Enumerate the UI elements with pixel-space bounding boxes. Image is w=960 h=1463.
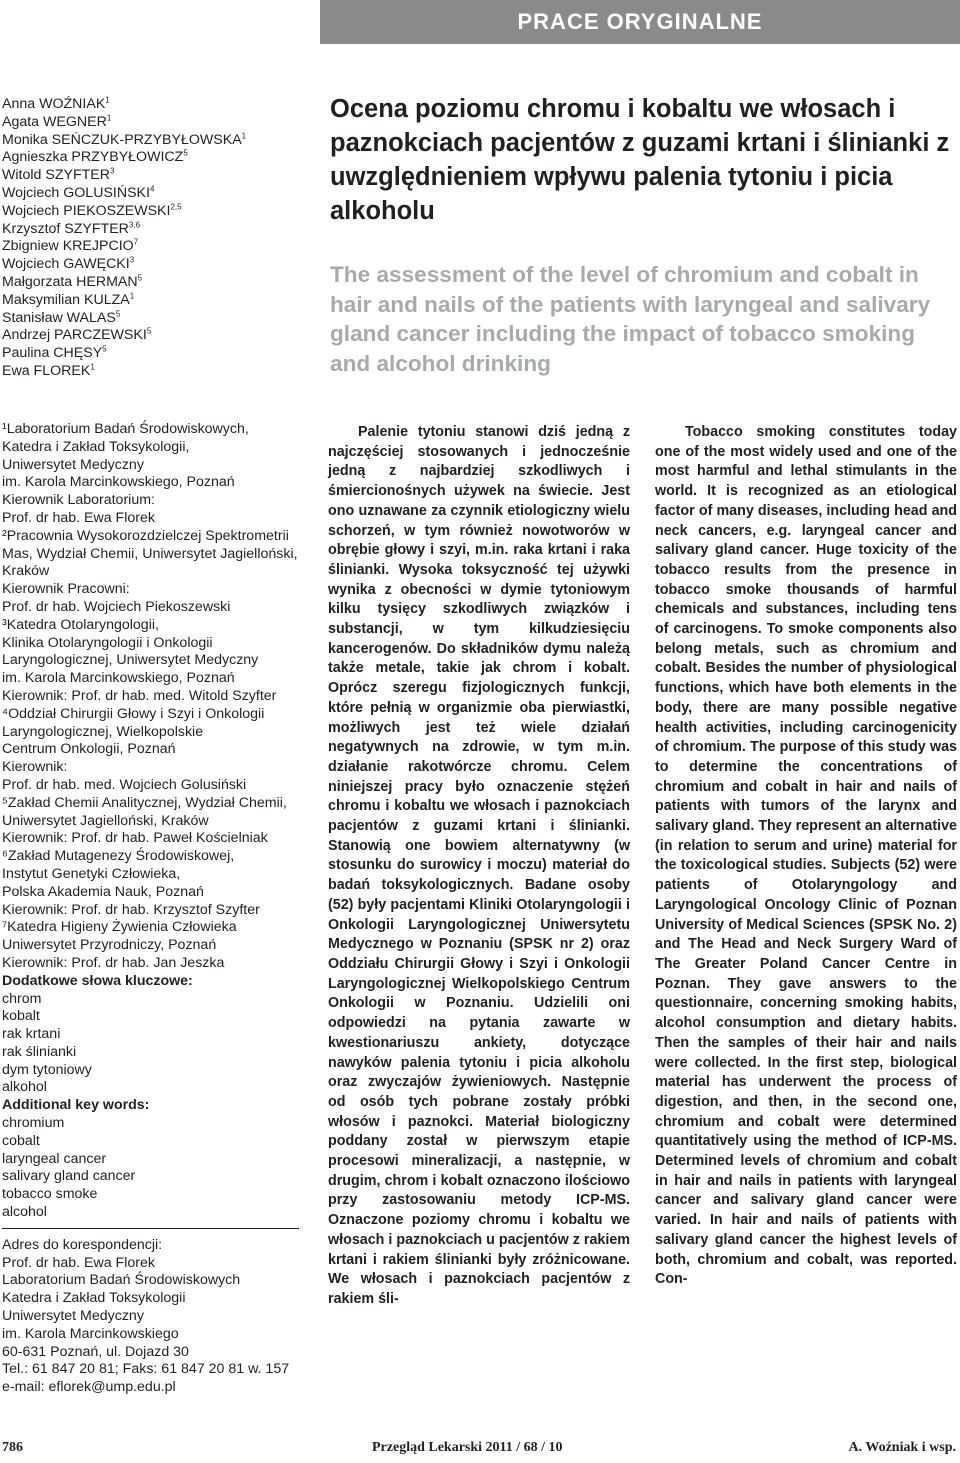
author: Zbigniew KREJPCIO$^7$: [2, 237, 139, 255]
author: Agata WEGNER$^1$: [2, 113, 112, 130]
affiliation-line: ⁵Zakład Chemii Analitycznej, Wydział Chemii,: [2, 794, 287, 811]
author: Małgorzata HERMAN$^5$: [2, 273, 143, 290]
author: Maksymilian KULZA$^1$: [2, 291, 135, 308]
author: Wojciech PIEKOSZEWSKI$^{2,5}$: [2, 202, 182, 219]
affiliation-line: ¹Laboratorium Badań Środowiskowych,: [2, 421, 249, 437]
affiliation-line: Kierownik Pracowni:: [2, 581, 130, 598]
article-title-english: The assessment of the level of chromium and cobalt in hair and nails of the patients with laryngeal and salivary gland cancer including the impact of tobacco smoking and alcohol drinking: [330, 262, 931, 376]
author: Andrzej PARCZEWSKI$^5$: [2, 326, 152, 344]
correspondence-line: Prof. dr hab. Ewa Florek: [2, 1254, 155, 1271]
keyword: chrom: [2, 990, 42, 1007]
correspondence-line: 60-631 Poznań, ul. Dojazd 30: [2, 1343, 189, 1360]
author: Wojciech GAWĘCKI$^3$: [2, 255, 135, 273]
affiliations-column: [2, 421, 302, 1397]
affiliation-line: Klinika Otolaryngologii i Onkologii: [2, 634, 213, 651]
author: Krzysztof SZYFTER$^{3,6}$: [2, 219, 141, 237]
running-author: A. Woźniak i wsp.: [848, 1440, 956, 1455]
affiliation-line: Laryngologicznej, Wielkopolskie: [2, 723, 204, 740]
author: Anna WOŹNIAK$^1$: [2, 95, 110, 112]
affiliation-line: Katedra i Zakład Toksykologii,: [2, 438, 190, 455]
affiliation-line: Laryngologicznej, Uniwersytet Medyczny: [2, 652, 259, 669]
affiliation-line: ²Pracownia Wysokorozdzielczej Spektrometrii: [2, 527, 289, 544]
keyword: alcohol: [2, 1204, 47, 1221]
keyword: tobacco smoke: [2, 1186, 98, 1203]
abstract-polish: [328, 423, 630, 1310]
affiliation-line: Prof. dr hab. Wojciech Piekoszewski: [2, 598, 231, 615]
keyword: cobalt: [2, 1132, 40, 1149]
author: Ewa FLOREK$^1$: [2, 362, 95, 379]
page-footer: [0, 1440, 960, 1460]
affiliation-line: Kraków: [2, 563, 50, 580]
article-title-polish: Ocena poziomu chromu i kobaltu we włosach i paznokciach pacjentów z guzami krtani i ślinianki z uwzględnieniem wpływu palenia tytoniu i picia alkoholu: [330, 95, 950, 225]
keywords-polish-heading: Dodatkowe słowa kluczowe:: [2, 972, 193, 989]
correspondence-email: e-mail: eflorek@ump.edu.pl: [2, 1379, 176, 1396]
keyword: laryngeal cancer: [2, 1150, 107, 1167]
correspondence-line: Adres do korespondencji:: [2, 1236, 163, 1253]
author: Paulina CHĘSY$^5$: [2, 344, 107, 362]
correspondence-line: Katedra i Zakład Toksykologii: [2, 1290, 186, 1307]
correspondence-line: im. Karola Marcinkowskiego: [2, 1325, 179, 1342]
abstract-polish-text: Palenie tytoniu stanowi dziś jedną z najczęściej stosowanych i jednocześnie jedną z najbardziej szkodliwych i śmiercionośnych używek na świecie. Jest ono uznawane za czynnik etiologiczny wielu schorzeń, w tym również nowotworów w obrębie głowy i szyi, m.in. raka krtani i raka ślinianki. Wysoka toksyczność tej używki wynika z obecności w dymie tytoniowym kilku tysięcy szkodliwych związków i substancji, w tym kilkudziesięciu kancerogenów. Do składników dymu należą także metale, takie jak chrom i kobalt. Oprócz szeregu fizjologicznych funkcji, które pełnią w organizmie oba pierwiastki, możliwych jest też wiele działań negatywnych na zdrowie, w tym m.in. działanie rakotwórcze chromu. Celem niniejszej pracy było oznaczenie stężeń chromu i kobaltu we włosach i paznokciach pacjentów z guzami krtani i ślinianki. Stanowią one bowiem alternatywny (w stosunku do surowicy i moczu) materiał do badań toksykologicznych. Badane osoby (52) były pacjentami Kliniki Otolaryngologii i Onkologii Laryngologicznej Uniwersytetu Medycznego w Poznaniu (SPSK nr 2) oraz Oddziału Chirurgii Głowy i Szyi i Onkologii Laryngologicznej Wielkopolskiego Centrum Onkologii w Poznaniu. Udzielili oni odpowiedzi na pytania zawarte w kwestionariuszu ankiety, dotyczące nawyków palenia tytoniu i picia alkoholu oraz zwyczajów żywieniowych. Następnie od osób tych pobrane zostały próbki włosów i paznokci. Materiał biologiczny poddany został w pierwszym etapie procesowi mineralizacji, a następnie, w drugim, chrom i kobalt oznaczono ilościowo przy zastosowaniu metody ICP-MS. Oznaczone poziomy chromu i kobaltu we włosach i paznokciach u pacjentów z rakiem krtani i rakiem ślinianki były zróżnicowane. We włosach i paznokciach pacjentów z rakiem śli-: [328, 424, 630, 1307]
abstract-english: [655, 423, 957, 1290]
affiliation-line: ⁷Katedra Higieny Żywienia Człowieka: [2, 919, 237, 936]
correspondence-line: Uniwersytet Medyczny: [2, 1308, 144, 1325]
affiliation-line: Kierownik Laboratorium:: [2, 492, 155, 509]
affiliation-line: Mas, Wydział Chemii, Uniwersytet Jagielloński,: [2, 545, 298, 562]
affiliation-line: Kierownik: Prof. dr hab. med. Witold Szyfter: [2, 687, 277, 704]
author-list: [2, 96, 302, 381]
affiliation-line: Uniwersytet Przyrodniczy, Poznań: [2, 937, 217, 954]
keyword: dym tytoniowy: [2, 1061, 92, 1078]
divider: [2, 1228, 299, 1229]
journal-citation: Przegląd Lekarski 2011 / 68 / 10: [372, 1440, 563, 1455]
affiliation-line: ⁴Oddział Chirurgii Głowy i Szyi i Onkologii: [2, 705, 265, 722]
author: Witold SZYFTER$^3$: [2, 166, 115, 184]
affiliation-line: Kierownik: Prof. dr hab. Krzysztof Szyfter: [2, 901, 260, 918]
abstract-english-text: Tobacco smoking constitutes today one of the most widely used and one of the most harmful and lethal stimulants in the world. It is recognized as an etiological factor of many diseases, including head and neck cancers, e.g. laryngeal cancer and salivary gland cancer. Huge toxicity of the tobacco results from the presence in tobacco smoke thousands of harmful chemicals and substances, including tens of carcinogens. To smoke components also belong metals, such as chromium and cobalt. Besides the number of physiological functions, which have both elements in the body, there are many possible negative health activities, including carcinogenicity of chromium. The purpose of this study was to determine the concentrations of chromium and cobalt in hair and nails of patients with tumors of the larynx and salivary gland. They represent an alternative (in relation to serum and urine) material for the toxicological studies. Subjects (52) were patients of Otolaryngology and Laryngological Oncology Clinic of Poznan University of Medical Sciences (SPSK No. 2) and The Head and Neck Surgery Ward of The Greater Poland Cancer Centre in Poznan. They gave answers to the questionnaire, concerning smoking habits, alcohol consumption and dietary habits. Then the samples of their hair and nails were collected. In the first step, biological material has underwent the process of digestion, and then, in the second one, chromium and cobalt were determined quantitatively using the method of ICP-MS. Determined levels of chromium and cobalt in hair and nails in patients with laryngeal cancer and salivary gland cancer were varied. In hair and nails of patients with salivary gland cancer the highest levels of both, chromium and cobalt, was reported. Con-: [655, 424, 957, 1288]
author: Monika SEŃCZUK-PRZYBYŁOWSKA$^1$: [2, 130, 247, 148]
affiliation-line: im. Karola Marcinkowskiego, Poznań: [2, 670, 235, 687]
author: Agnieszka PRZYBYŁOWICZ$^5$: [2, 148, 188, 166]
keyword: rak krtani: [2, 1026, 61, 1043]
affiliation-line: Prof. dr hab. Ewa Florek: [2, 509, 155, 526]
section-label: PRACE ORYGINALNE: [517, 9, 763, 34]
affiliation-line: Instytut Genetyki Człowieka,: [2, 865, 181, 882]
affiliation-line: Kierownik:: [2, 759, 68, 776]
affiliation-line: Prof. dr hab. med. Wojciech Golusiński: [2, 776, 247, 793]
author: Wojciech GOLUSIŃSKI$^4$: [2, 184, 155, 201]
keyword: rak ślinianki: [2, 1043, 77, 1060]
affiliation-line: Uniwersytet Medyczny: [2, 456, 144, 473]
affiliation-line: ⁶Zakład Mutagenezy Środowiskowej,: [2, 848, 235, 865]
affiliation-line: Uniwersytet Jagielloński, Kraków: [2, 812, 209, 829]
affiliation-line: ³Katedra Otolaryngologii,: [2, 616, 159, 633]
affiliation-line: Centrum Onkologii, Poznań: [2, 741, 176, 758]
affiliation-line: Kierownik: Prof. dr hab. Paweł Kościelniak: [2, 830, 268, 847]
affiliation-line: Polska Akademia Nauk, Poznań: [2, 883, 204, 900]
keyword: alkohol: [2, 1079, 47, 1096]
affiliation-line: im. Karola Marcinkowskiego, Poznań: [2, 474, 235, 491]
page-number: 786: [2, 1440, 23, 1455]
correspondence-line: Tel.: 61 847 20 81; Faks: 61 847 20 81 w. 157: [2, 1361, 290, 1378]
keyword: chromium: [2, 1115, 65, 1132]
keyword: salivary gland cancer: [2, 1168, 136, 1185]
keyword: kobalt: [2, 1008, 40, 1025]
author: Stanisław WALAS$^5$: [2, 308, 121, 326]
section-banner: [320, 0, 960, 44]
correspondence-line: Laboratorium Badań Środowiskowych: [2, 1272, 241, 1289]
affiliation-line: Kierownik: Prof. dr hab. Jan Jeszka: [2, 954, 225, 971]
keywords-english-heading: Additional key words:: [2, 1097, 150, 1114]
